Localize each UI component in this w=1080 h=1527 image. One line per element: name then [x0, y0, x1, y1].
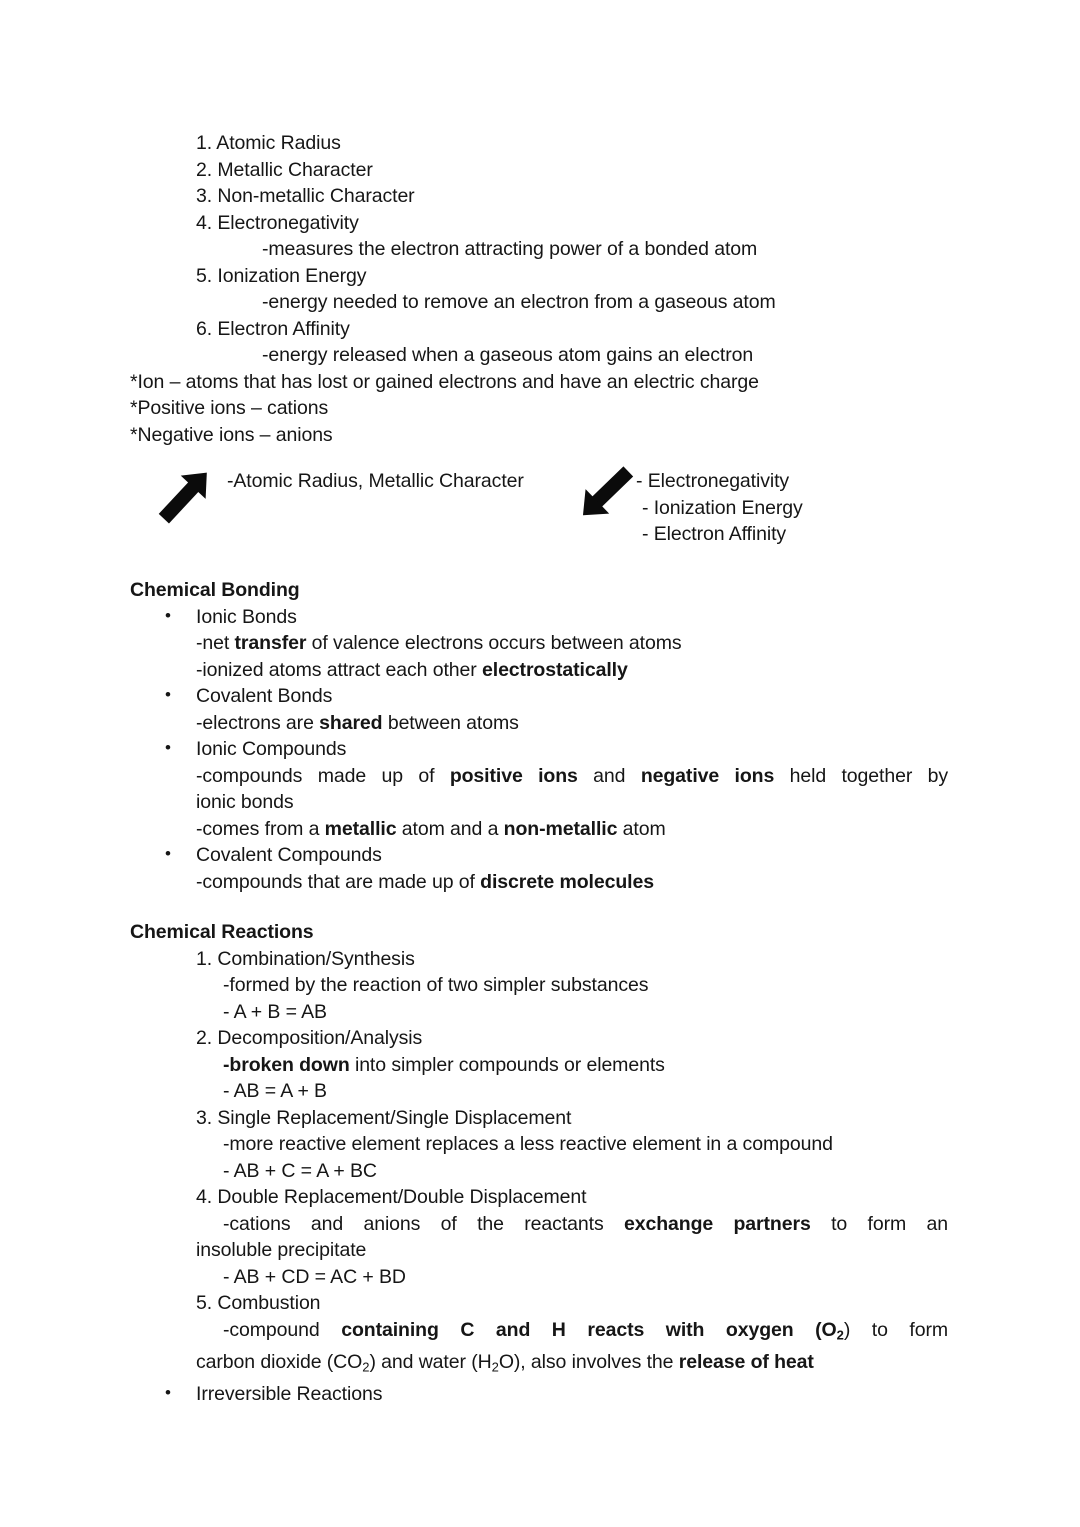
- text-segment: -ionized atoms attract each other: [196, 658, 482, 681]
- text-segment: O), also involves the: [498, 1350, 679, 1373]
- text-segment: metallic: [324, 817, 397, 840]
- text-segment: Ionic Bonds: [196, 605, 297, 628]
- text-segment: atom: [617, 817, 666, 840]
- text-segment: Covalent Bonds: [196, 685, 333, 707]
- text-segment: ) to form: [843, 1318, 948, 1341]
- text-line: [223, 1317, 948, 1349]
- text-line: [196, 763, 948, 790]
- text-line: [196, 1349, 1080, 1381]
- text-segment: *Ion – atoms that has lost or gained electrons and have an electric charge: [130, 370, 759, 393]
- text-segment: -electrons are: [196, 711, 320, 734]
- text-segment: -comes from a: [196, 817, 325, 840]
- text-segment: 3. Non-metallic Character: [196, 185, 415, 207]
- text-segment: exchange partners: [623, 1212, 811, 1235]
- chemical-bonding-list: [0, 604, 1080, 896]
- text-segment: atom and a: [396, 817, 504, 840]
- chemical-reactions-heading: Chemical Reactions: [130, 921, 314, 943]
- text-line: [223, 1158, 1080, 1185]
- text-segment: carbon dioxide (CO: [196, 1350, 363, 1373]
- text-line: [196, 630, 1080, 657]
- text-line: [196, 183, 1080, 210]
- up-arrow-label: -Atomic Radius, Metallic Character: [227, 470, 524, 492]
- text-line: [223, 1078, 1080, 1105]
- text-segment: negative ions: [640, 764, 775, 787]
- text-segment: -compounds that are made up of: [196, 870, 481, 893]
- text-segment: transfer: [234, 632, 307, 654]
- text-segment: 2. Metallic Character: [196, 158, 373, 181]
- text-line: [196, 1237, 1080, 1264]
- text-segment: -measures the electron attracting power of a bonded atom: [262, 238, 758, 260]
- text-segment: 1. Combination/Synthesis: [196, 947, 415, 970]
- text-segment: -compounds made up of: [196, 764, 450, 787]
- periodic-trends-list: [0, 130, 1080, 448]
- text-line: [223, 972, 1080, 999]
- text-segment: 2: [836, 1327, 844, 1342]
- text-segment: *Negative ions – anions: [130, 423, 333, 446]
- bullet-marker: •: [165, 844, 171, 863]
- text-line: [196, 657, 1080, 684]
- text-segment: 4. Electronegativity: [196, 211, 359, 234]
- bullet-marker: •: [165, 685, 171, 704]
- text-line: [196, 816, 1080, 843]
- text-line: [262, 289, 1080, 316]
- text-line: [223, 1264, 1080, 1291]
- bulleted-line: [165, 604, 1080, 631]
- bulleted-line: [165, 1381, 1080, 1408]
- chemical-bonding-heading: Chemical Bonding: [130, 579, 300, 601]
- text-line: [196, 946, 1080, 973]
- text-line: [196, 1025, 1080, 1052]
- text-segment: - A + B = AB: [223, 1000, 327, 1023]
- text-segment: 5. Ionization Energy: [196, 264, 367, 287]
- text-line: [196, 263, 1080, 290]
- text-segment: 2: [491, 1359, 499, 1374]
- text-segment: Ionic Compounds: [196, 738, 347, 760]
- text-line: [196, 130, 1080, 157]
- text-segment: and: [577, 764, 641, 787]
- text-line: [262, 236, 1080, 263]
- text-segment: 2: [362, 1359, 370, 1374]
- text-segment: - AB + CD = AC + BD: [223, 1265, 406, 1288]
- text-line: [196, 869, 1080, 896]
- text-line: [223, 999, 1080, 1026]
- text-segment: -formed by the reaction of two simpler substances: [223, 974, 649, 996]
- down-arrow-label-1: - Electronegativity: [636, 470, 790, 492]
- text-segment: insoluble precipitate: [196, 1239, 367, 1261]
- text-segment: - AB = A + B: [223, 1080, 327, 1102]
- text-line: [196, 157, 1080, 184]
- text-line: [130, 422, 1080, 449]
- text-line: [196, 210, 1080, 237]
- bulleted-line: [165, 736, 1080, 763]
- text-segment: between atoms: [382, 711, 519, 734]
- bullet-marker: •: [165, 738, 171, 757]
- text-line: [223, 1211, 948, 1238]
- text-segment: 3. Single Replacement/Single Displacement: [196, 1106, 572, 1129]
- text-segment: ionic bonds: [196, 791, 294, 813]
- chemical-reactions-list: [0, 946, 1080, 1408]
- text-segment: 1. Atomic Radius: [196, 132, 341, 154]
- up-right-arrow-icon: [153, 464, 217, 528]
- down-left-arrow-icon: [574, 461, 638, 525]
- text-line: [196, 1105, 1080, 1132]
- text-line: [196, 316, 1080, 343]
- text-line: [196, 1290, 1080, 1317]
- text-segment: positive ions: [449, 764, 578, 787]
- text-line: [223, 1131, 1080, 1158]
- text-segment: -compound: [223, 1318, 342, 1341]
- text-line: [130, 369, 1080, 396]
- text-line: [196, 1184, 1080, 1211]
- bullet-marker: •: [165, 605, 171, 625]
- text-segment: containing C and H reacts with oxygen (O: [341, 1318, 837, 1341]
- text-segment: shared: [319, 711, 383, 734]
- text-segment: of valence electrons occurs between atoms: [306, 632, 682, 654]
- text-line: [196, 789, 1080, 816]
- text-segment: 6. Electron Affinity: [196, 317, 350, 340]
- text-line: [262, 342, 1080, 369]
- text-segment: -broken down: [223, 1053, 350, 1076]
- text-segment: to form an: [810, 1212, 948, 1235]
- text-segment: -net: [196, 632, 235, 654]
- text-segment: 2. Decomposition/Analysis: [196, 1027, 423, 1049]
- text-line: [196, 710, 1080, 737]
- down-arrow-label-3: - Electron Affinity: [642, 523, 787, 545]
- text-segment: release of heat: [678, 1350, 814, 1373]
- text-segment: *Positive ions – cations: [130, 397, 329, 419]
- bulleted-line: [165, 683, 1080, 710]
- text-segment: 4. Double Replacement/Double Displacement: [196, 1186, 587, 1208]
- text-segment: Irreversible Reactions: [196, 1382, 383, 1405]
- text-line: [223, 1052, 1080, 1079]
- text-segment: - AB + C = A + BC: [223, 1159, 377, 1182]
- text-segment: discrete molecules: [480, 870, 654, 893]
- text-segment: -energy needed to remove an electron from a gaseous atom: [262, 291, 776, 313]
- bulleted-line: [165, 842, 1080, 869]
- text-segment: into simpler compounds or elements: [349, 1053, 665, 1076]
- text-segment: -cations and anions of the reactants: [223, 1212, 624, 1235]
- text-segment: ) and water (H: [369, 1350, 492, 1373]
- text-segment: -more reactive element replaces a less reactive element in a compound: [223, 1133, 833, 1155]
- text-line: [130, 395, 1080, 422]
- text-segment: non-metallic: [503, 817, 618, 840]
- text-segment: electrostatically: [482, 658, 628, 681]
- text-segment: Covalent Compounds: [196, 844, 382, 866]
- text-segment: held together by: [774, 764, 949, 787]
- text-segment: -energy released when a gaseous atom gains an electron: [262, 344, 754, 366]
- down-arrow-label-2: - Ionization Energy: [642, 496, 803, 519]
- bullet-marker: •: [165, 1382, 171, 1402]
- text-segment: 5. Combustion: [196, 1292, 321, 1314]
